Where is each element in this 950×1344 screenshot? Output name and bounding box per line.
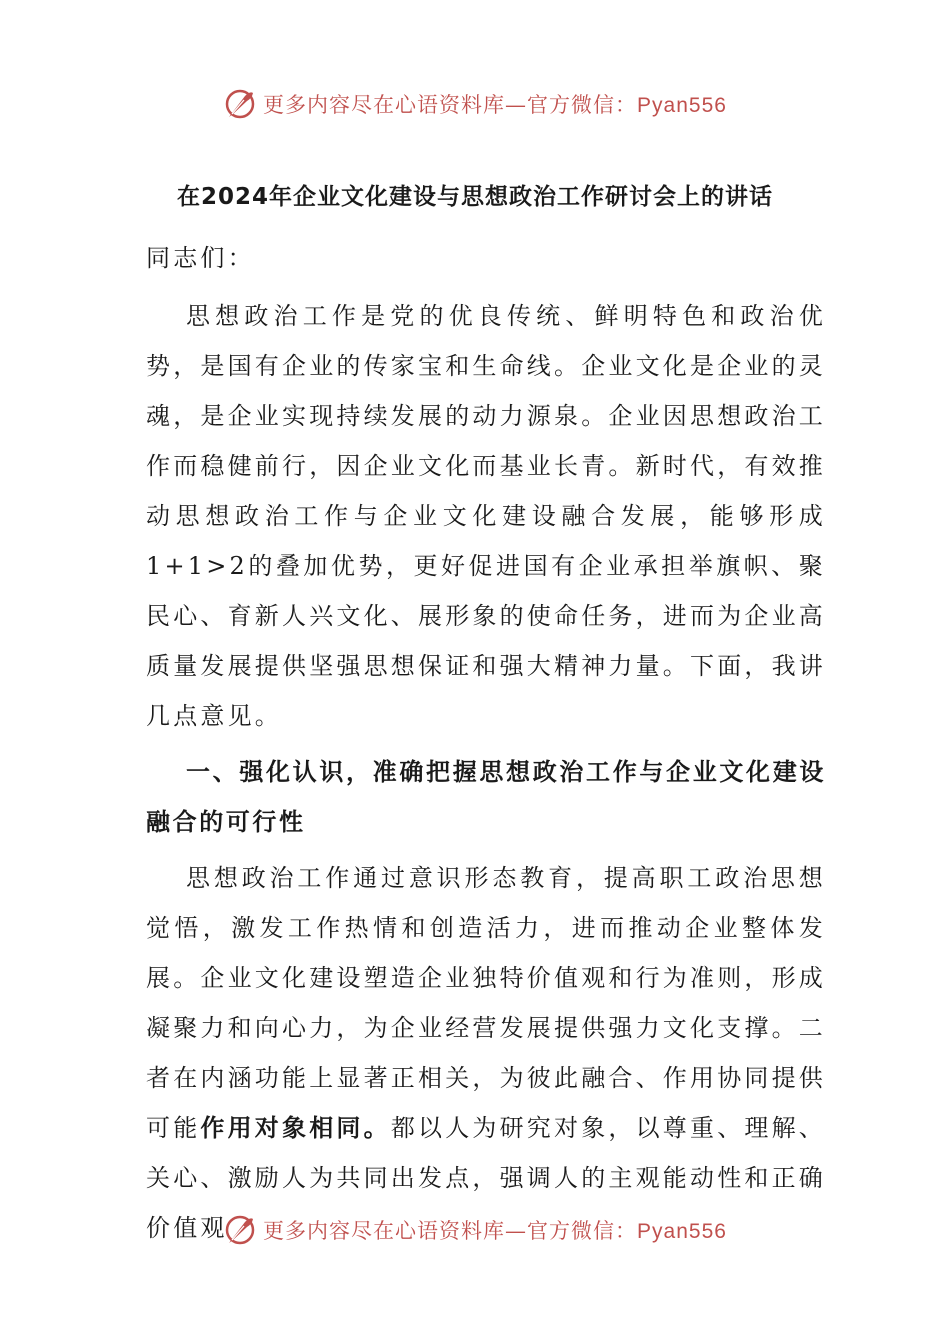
quill-pen-icon xyxy=(223,1213,257,1247)
section-paragraph xyxy=(146,853,826,1253)
intro-paragraph: 思想政治工作是党的优良传统、鲜明特色和政治优势，是国有企业的传家宝和生命线。企业文化是企业的灵魂，是企业实现持续发展的动力源泉。企业因思想政治工作而稳健前行，因企业文化而基业长青。新时代，有效推动思想政治工作与企业文化建设融合发展，能够形成1+1>2的叠加优势，更好促进国有企业承担举旗帜、聚民心、育新人兴文化、展形象的使命任务，进而为企业高质量发展提供坚强思想保证和强大精神力量。下面，我讲几点意见。 xyxy=(146,302,826,730)
section-heading: 一、强化认识，准确把握思想政治工作与企业文化建设融合的可行性 xyxy=(146,758,826,836)
footer-banner xyxy=(0,1210,950,1250)
section-paragraph-text: 思想政治工作通过意识形态教育，提高职工政治思想觉悟，激发工作热情和创造活力，进而推动企业整体发展。企业文化建设塑造企业独特价值观和行为准则，形成凝聚力和向心力，为企业经营发展提供强力文化支撑。二者在内涵功能上显著正相关，为彼此融合、作用协同提供可能 xyxy=(146,864,826,1142)
wechat-id: Pyan556 xyxy=(637,1220,727,1243)
document-body xyxy=(146,233,826,1253)
header-banner xyxy=(0,84,950,124)
banner-text: 更多内容尽在心语资料库—官方微信：Pyan556 xyxy=(263,93,727,117)
wechat-id: Pyan556 xyxy=(637,94,727,117)
document-title: 在2024年企业文化建设与思想政治工作研讨会上的讲话 xyxy=(176,184,773,210)
point-label: 作用对象相同。 xyxy=(200,1114,391,1142)
banner-text: 更多内容尽在心语资料库—官方微信：Pyan556 xyxy=(263,1219,727,1243)
quill-pen-icon xyxy=(223,87,257,121)
point-text: 都以人为研究对象，以尊重、理解、关心、激励人为共同出发点，强调人的主观能动性和正确价值观 xyxy=(146,1114,827,1242)
salutation: 同志们： xyxy=(146,244,255,272)
